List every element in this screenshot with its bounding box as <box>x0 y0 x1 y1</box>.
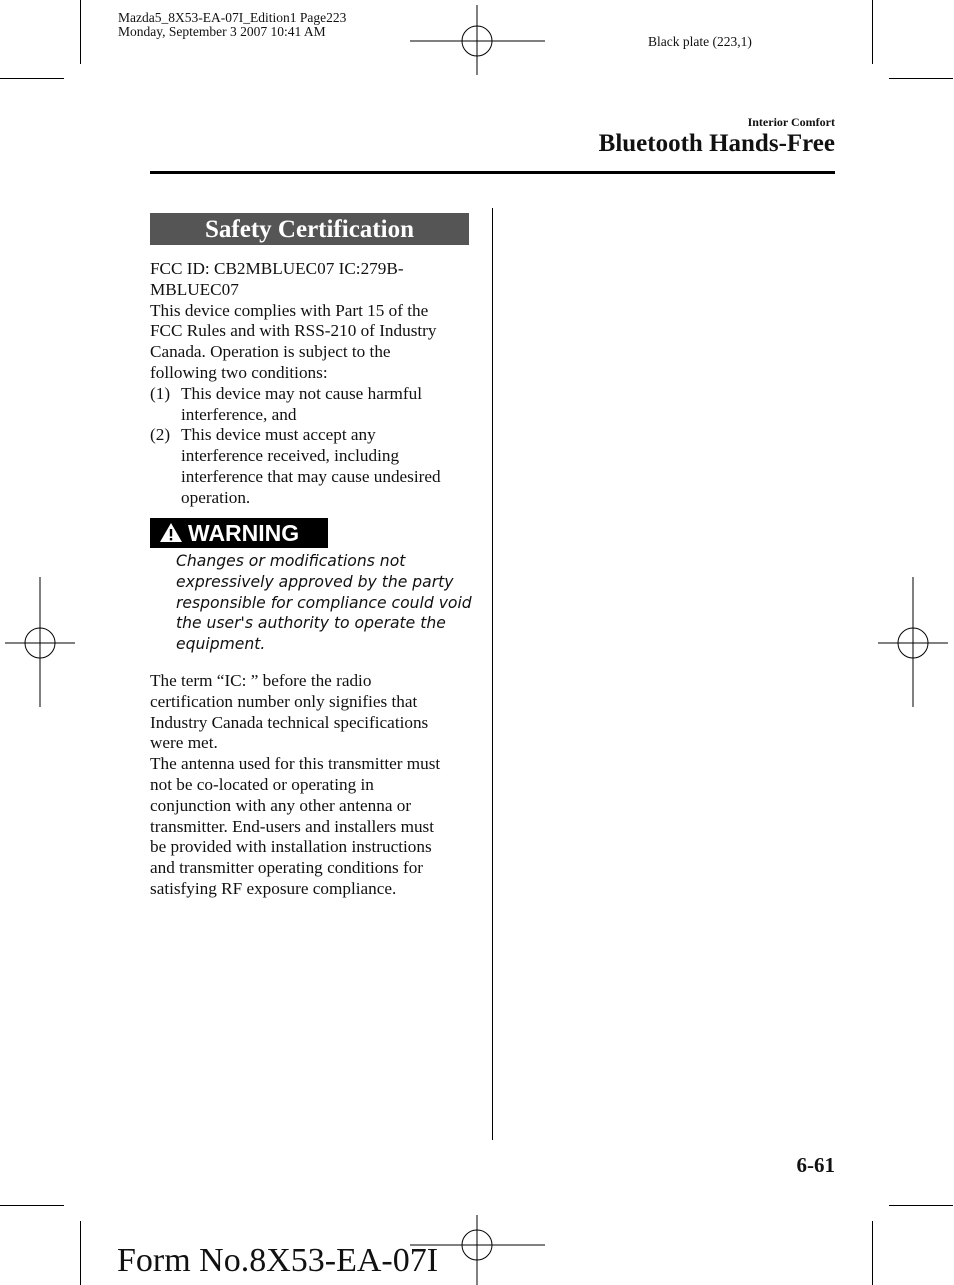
condition-line: operation. <box>181 487 251 507</box>
section-title: Interior Comfort <box>747 115 835 129</box>
warning-line: Changes or modifications not <box>176 552 406 570</box>
registration-target-top <box>410 5 545 75</box>
antenna-line: transmitter. End-users and installers must <box>150 816 435 836</box>
intro-line: Canada. Operation is subject to the <box>150 342 391 362</box>
antenna-line: be provided with installation instructions <box>150 837 432 857</box>
ic-antenna-text <box>150 671 485 900</box>
condition-line: interference that may cause undesired <box>181 466 441 486</box>
warning-line: equipment. <box>176 635 266 654</box>
section-heading: Safety Certification <box>150 213 469 245</box>
intro-line: This device complies with Part 15 of the <box>150 300 429 320</box>
warning-triangle-icon <box>159 522 183 543</box>
warning-line: expressively approved by the party <box>176 572 454 591</box>
condition-line: This device must accept any <box>181 425 376 445</box>
ic-line: certification number only signifies that <box>150 691 418 711</box>
print-file-line: Mazda5_8X53-EA-07I_Edition1 Page223 <box>118 10 347 25</box>
warning-label: WARNING <box>188 520 300 546</box>
condition-item <box>150 384 480 426</box>
condition-line: interference, and <box>181 404 297 424</box>
print-date-line: Monday, September 3 2007 10:41 AM <box>118 24 326 39</box>
chapter-title: Bluetooth Hands-Free <box>598 130 835 157</box>
form-number: Form No.8X53-EA-07I <box>117 1242 439 1279</box>
antenna-line: satisfying RF exposure compliance. <box>150 878 397 898</box>
registration-target-left <box>5 577 75 707</box>
page-number: 6-61 <box>796 1153 835 1177</box>
antenna-line: conjunction with any other antenna or <box>150 795 412 815</box>
header-rule <box>150 171 835 174</box>
antenna-line: not be co-located or operating in <box>150 774 374 794</box>
intro-line: FCC Rules and with RSS-210 of Industry <box>150 321 437 341</box>
condition-number: (1) <box>150 383 171 403</box>
print-info <box>118 11 346 39</box>
intro-line: following two conditions: <box>150 362 328 382</box>
warning-text <box>176 551 476 655</box>
warning-line: responsible for compliance could void <box>176 593 472 612</box>
warning-line: the user's authority to operate the <box>176 614 446 633</box>
condition-line: This device may not cause harmful <box>181 383 423 403</box>
ic-line: Industry Canada technical specifications <box>150 712 429 732</box>
antenna-line: The antenna used for this transmitter must <box>150 754 441 774</box>
ic-line: The term “IC: ” before the radio <box>150 671 372 690</box>
condition-line: interference received, including <box>181 446 400 466</box>
fcc-id-line: MBLUEC07 <box>150 279 239 299</box>
column-divider <box>492 208 493 1140</box>
condition-number: (2) <box>150 425 171 445</box>
warning-label-box <box>150 518 328 548</box>
ic-line: were met. <box>150 733 218 753</box>
fcc-id-line: FCC ID: CB2MBLUEC07 IC:279B- <box>150 259 404 278</box>
antenna-line: and transmitter operating conditions for <box>150 858 424 878</box>
black-plate-label: Black plate (223,1) <box>648 34 752 49</box>
certification-text <box>150 259 480 509</box>
registration-target-right <box>878 577 948 707</box>
condition-item <box>150 425 480 508</box>
